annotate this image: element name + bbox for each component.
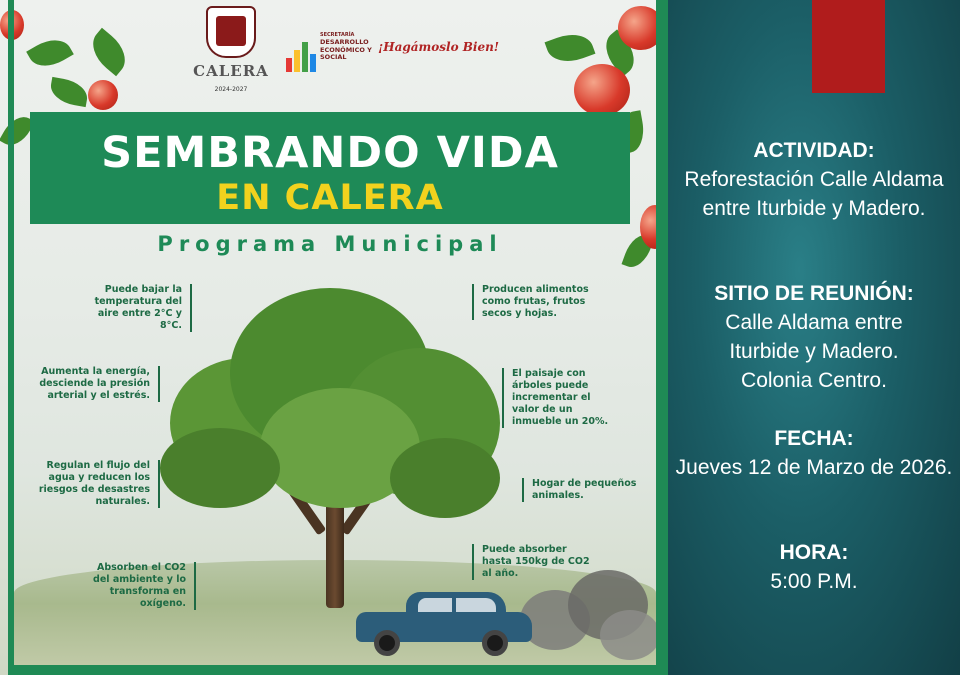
benefit-note: El paisaje con árboles puede incrementar el valor de un inmueble un 20%.: [502, 368, 616, 428]
poster-frame-left: [8, 0, 14, 675]
benefit-note: Producen alimentos como frutas, frutos secos y hojas.: [472, 284, 602, 320]
smoke-illustration: [600, 610, 660, 660]
activity-value: Reforestación Calle Aldama entre Iturbide y Madero.: [684, 168, 944, 220]
desarrollo-small-text: SECRETARÍA: [320, 32, 355, 38]
poster-subtitle: Programa Municipal: [157, 232, 503, 256]
benefit-note: Puede absorber hasta 150kg de CO2 al año.: [472, 544, 592, 580]
leaf-decoration: [26, 32, 74, 75]
meeting-site-label: SITIO DE REUNIÓN:: [714, 282, 914, 305]
calera-logo: [192, 6, 270, 98]
time-section: [668, 538, 960, 596]
benefit-note: Hogar de pequeños animales.: [522, 478, 640, 502]
apple-decoration: [574, 64, 630, 116]
poster-frame-right: [656, 0, 668, 675]
title-band: [30, 112, 630, 224]
meeting-site-section: [668, 279, 960, 395]
car-illustration: [356, 588, 532, 658]
poster-title-location: EN CALERA: [216, 178, 444, 218]
calera-wordmark: CALERA: [193, 62, 269, 80]
date-value: Jueves 12 de Marzo de 2026.: [675, 456, 953, 479]
administration-period: 2024-2027: [214, 86, 248, 93]
meeting-site-value: Calle Aldama entre Iturbide y Madero. Colonia Centro.: [725, 311, 903, 392]
benefit-note: Regulan el flujo del agua y reducen los riesgos de desastres naturales.: [36, 460, 160, 508]
benefit-note: Aumenta la energía, desciende la presión arterial y el estrés.: [32, 366, 160, 402]
coat-of-arms-icon: [206, 6, 256, 58]
accent-block: [812, 0, 885, 93]
apple-decoration: [88, 80, 118, 110]
slogan: ¡Hagámoslo Bien!: [378, 40, 500, 54]
poster-title: SEMBRANDO VIDA: [101, 128, 559, 178]
date-label: FECHA:: [774, 427, 854, 450]
activity-label: ACTIVIDAD:: [753, 139, 875, 162]
time-label: HORA:: [779, 541, 849, 564]
benefit-note: Puede bajar la temperatura del aire entre 2°C y 8°C.: [88, 284, 192, 332]
leaf-decoration: [48, 77, 90, 107]
tree-illustration: [160, 278, 510, 628]
activity-section: [668, 136, 960, 223]
poster-frame-bottom: [8, 665, 668, 675]
desarrollo-main-text: DESARROLLO ECONÓMICO Y SOCIAL: [320, 38, 372, 61]
date-section: [668, 424, 960, 482]
benefit-note: Absorben el CO2 del ambiente y lo transforma en oxígeno.: [90, 562, 196, 610]
bar-chart-icon: [286, 34, 316, 72]
time-value: 5:00 P.M.: [770, 570, 858, 593]
desarrollo-logo: [286, 30, 376, 74]
leaf-decoration: [84, 28, 134, 76]
leaf-decoration: [545, 27, 596, 68]
